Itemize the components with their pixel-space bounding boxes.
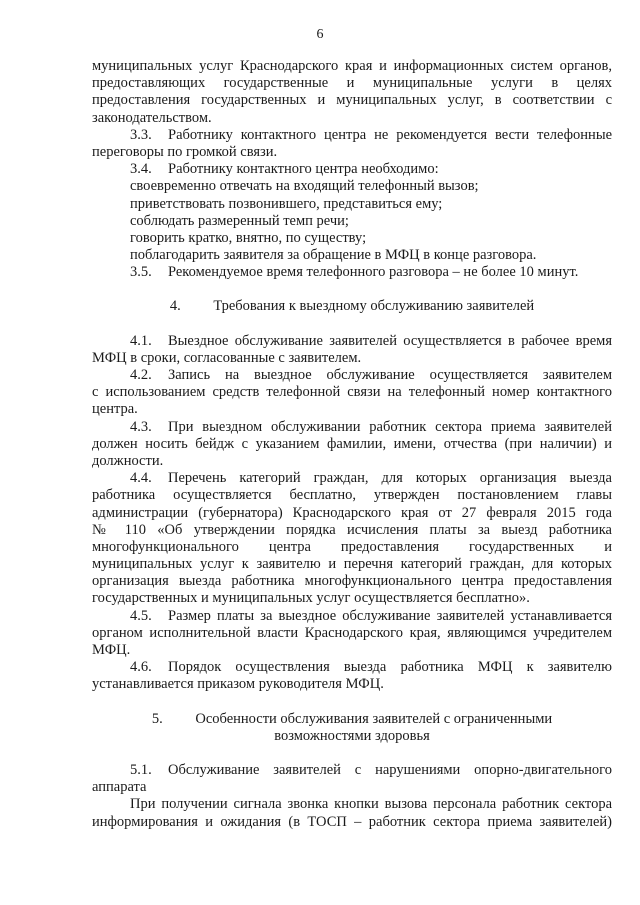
spacer	[92, 281, 612, 298]
list-item: приветствовать позвонившего, представиться ему;	[130, 195, 443, 212]
paragraph-5-1	[92, 762, 612, 779]
paragraph-3-5	[92, 264, 612, 281]
text-line: предоставления государственных и муниципальных услуг, в соответствии с	[92, 92, 612, 109]
paragraph-4-6	[92, 659, 612, 676]
text-line: должности.	[92, 452, 164, 469]
section-4-heading	[92, 298, 612, 315]
paragraph-text: Перечень категорий граждан, для которых организация выезда	[168, 470, 612, 487]
paragraph-text: Работнику контактного центра не рекомендуется вести телефонные	[168, 126, 612, 143]
text-line: государственных и муниципальных услуг осуществляется бесплатно».	[92, 590, 530, 607]
page-number: 6	[316, 27, 324, 42]
spacer	[92, 316, 612, 333]
paragraph-text: Работнику контактного центра необходимо:	[168, 161, 439, 178]
paragraph-3-3	[92, 127, 612, 144]
paragraph-4-1	[92, 333, 612, 350]
paragraph-text: Рекомендуемое время телефонного разговора – не более 10 минут.	[168, 264, 579, 281]
text-line: многофункционального центра предоставления государственных и	[92, 538, 612, 555]
section-5-heading-cont: возможностями здоровья	[274, 727, 430, 744]
text-line: МФЦ.	[92, 642, 131, 658]
paragraph-text: Размер платы за выездное обслуживание заявителей устанавливается	[168, 607, 612, 624]
paragraph-4-2	[92, 367, 612, 384]
paragraph-3-4	[92, 161, 612, 178]
list-item: соблюдать размеренный темп речи;	[130, 212, 349, 229]
paragraph-number: 3.4.	[130, 161, 152, 178]
document-body	[92, 58, 612, 831]
list-item: поблагодарить заявителя за обращение в МФЦ в конце разговора.	[130, 247, 537, 264]
text-line: № 110 «Об утверждении порядка исчисления платы за выезд работника	[92, 521, 612, 538]
paragraph-text: При выездном обслуживании работник сектора приема заявителей	[168, 418, 612, 435]
text-line: аппарата	[92, 779, 147, 796]
paragraph-number: 3.3.	[130, 126, 152, 143]
list-item: своевременно отвечать на входящий телефонный вызов;	[130, 178, 479, 195]
list-item: говорить кратко, внятно, по существу;	[130, 229, 367, 246]
text-line: органом исполнительной власти Краснодарского края, являющимся учредителем	[92, 624, 612, 641]
paragraph-number: 5.1.	[130, 761, 152, 778]
paragraph-number: 4.3.	[130, 418, 152, 435]
text-line: предоставляющих государственные и муниципальные услуги в целях	[92, 75, 612, 92]
paragraph-number: 4.4.	[130, 470, 152, 487]
spacer	[92, 745, 612, 762]
text-line: организация выезда работника многофункционального центра предоставления	[92, 573, 612, 590]
section-title: Особенности обслуживания заявителей с ограниченными	[195, 710, 553, 727]
section-title: Требования к выездному обслуживанию заявителей	[213, 298, 535, 315]
text-line: информирования и ожидания (в ТОСП – работник сектора приема заявителей)	[92, 813, 612, 830]
text-line: работника осуществляется бесплатно, утвержден постановлением главы	[92, 487, 612, 504]
text-line: МФЦ в сроки, согласованные с заявителем.	[92, 349, 362, 366]
paragraph-number: 4.6.	[130, 659, 152, 676]
paragraph-last: При получении сигнала звонка кнопки вызова персонала работник сектора	[130, 796, 612, 813]
paragraph-number: 4.2.	[130, 367, 152, 383]
paragraph-text: Запись на выездное обслуживание осуществляется заявителем	[168, 367, 612, 383]
text-line: законодательством.	[92, 109, 212, 126]
text-line: центра.	[92, 401, 138, 418]
paragraph-4-3	[92, 419, 612, 436]
section-number: 5.	[151, 710, 163, 727]
text-line: администрации (губернатора) Краснодарского края от 27 февраля 2015 года	[92, 504, 612, 521]
paragraph-text: Порядок осуществления выезда работника МФЦ к заявителю	[168, 659, 612, 676]
paragraph-number: 4.5.	[130, 607, 152, 624]
text-line: с использованием средств телефонной связи на телефонный номер контактного	[92, 384, 612, 401]
paragraph-number: 4.1.	[130, 332, 152, 349]
text-line: должен носить бейдж с указанием фамилии, имени, отчества (при наличии) и	[92, 435, 612, 452]
text-line: муниципальных услуг Краснодарского края и информационных систем органов,	[92, 58, 612, 74]
paragraph-text: Обслуживание заявителей с нарушениями опорно-двигательного	[168, 761, 612, 778]
section-5-heading	[92, 711, 612, 728]
spacer	[92, 694, 612, 711]
text-line: переговоры по громкой связи.	[92, 143, 278, 160]
text-line: устанавливается приказом руководителя МФЦ.	[92, 676, 384, 693]
paragraph-text: Выездное обслуживание заявителей осуществляется в рабочее время	[168, 332, 612, 349]
paragraph-4-4	[92, 470, 612, 487]
section-number: 4.	[169, 298, 181, 315]
paragraph-4-5	[92, 608, 612, 625]
paragraph-number: 3.5.	[130, 264, 152, 281]
text-line: муниципальных услуг к заявителю и перечня категорий граждан, для которых	[92, 556, 612, 573]
